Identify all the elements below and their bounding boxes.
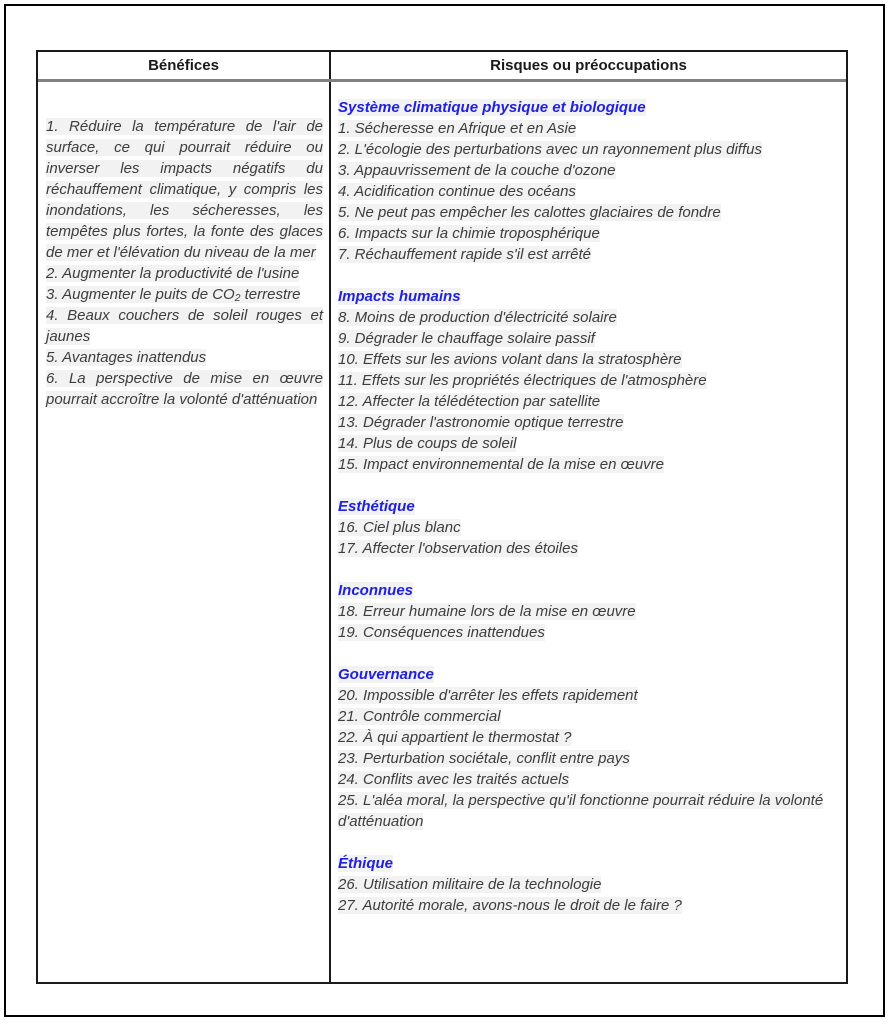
- list-item-text: 25. L'aléa moral, la perspective qu'il fonctionne pourrait réduire la volonté d'atténuation: [338, 792, 824, 830]
- list-item: [338, 538, 838, 559]
- section-title-text: Système climatique physique et biologique: [338, 99, 646, 116]
- list-item: [338, 223, 838, 244]
- table-body-row: [38, 82, 846, 982]
- section-title: [338, 286, 838, 307]
- section-title-text: Esthétique: [338, 498, 415, 515]
- list-item-text: 8. Moins de production d'électricité solaire: [338, 309, 617, 326]
- risk-section: [338, 97, 838, 265]
- list-item-text: 14. Plus de coups de soleil: [338, 435, 517, 452]
- list-item-text: 6. La perspective de mise en œuvre pourrait accroître la volonté d'atténuation: [46, 370, 323, 408]
- risk-section: [338, 286, 838, 475]
- section-title: [338, 496, 838, 517]
- section-items: [338, 601, 838, 643]
- list-item-text: 26. Utilisation militaire de la technologie: [338, 876, 602, 893]
- section-title-text: Inconnues: [338, 582, 414, 599]
- list-item-text: 22. À qui appartient le thermostat ?: [338, 729, 572, 746]
- section-items: [338, 517, 838, 559]
- list-item-text: 17. Affecter l'observation des étoiles: [338, 540, 578, 557]
- section-items: [338, 307, 838, 475]
- list-item-text: 4. Beaux couchers de soleil rouges et jaunes: [46, 307, 323, 345]
- section-title-text: Impacts humains: [338, 288, 461, 305]
- list-item-text: 20. Impossible d'arrêter les effets rapidement: [338, 687, 638, 704]
- risk-section: [338, 853, 838, 916]
- list-item-text: 19. Conséquences inattendues: [338, 624, 545, 641]
- list-item: [338, 517, 838, 538]
- list-item-text: 24. Conflits avec les traités actuels: [338, 771, 569, 788]
- list-item: [338, 139, 838, 160]
- list-item-text: 11. Effets sur les propriétés électriques de l'atmosphère: [338, 372, 707, 389]
- list-item: [338, 391, 838, 412]
- list-item: [338, 454, 838, 475]
- column-header-benefits: Bénéfices: [38, 52, 331, 79]
- list-item-text: 12. Affecter la télédétection par satellite: [338, 393, 601, 410]
- section-title-text: Gouvernance: [338, 666, 434, 683]
- section-title-text: Éthique: [338, 855, 393, 872]
- list-item: [46, 347, 323, 368]
- list-item-text: 15. Impact environnemental de la mise en œuvre: [338, 456, 664, 473]
- list-item: [338, 160, 838, 181]
- list-item: [338, 769, 838, 790]
- list-item: [338, 727, 838, 748]
- list-item: [338, 349, 838, 370]
- table-header-row: [38, 52, 846, 82]
- list-item-text: 3. Augmenter le puits de CO₂ terrestre: [46, 286, 301, 303]
- list-item-text: 1. Sécheresse en Afrique et en Asie: [338, 120, 577, 137]
- risk-sections-list: [338, 97, 838, 916]
- list-item-text: 9. Dégrader le chauffage solaire passif: [338, 330, 595, 347]
- list-item: [46, 368, 323, 410]
- list-item: [46, 284, 323, 305]
- list-item-text: 4. Acidification continue des océans: [338, 183, 576, 200]
- list-item-text: 21. Contrôle commercial: [338, 708, 501, 725]
- list-item-text: 27. Autorité morale, avons-nous le droit de le faire ?: [338, 897, 682, 914]
- risks-cell: [331, 82, 846, 982]
- list-item-text: 16. Ciel plus blanc: [338, 519, 461, 536]
- list-item: [338, 895, 838, 916]
- list-item: [46, 305, 323, 347]
- list-item-text: 2. Augmenter la productivité de l'usine: [46, 265, 300, 282]
- list-item-text: 2. L'écologie des perturbations avec un rayonnement plus diffus: [338, 141, 762, 158]
- benefits-risks-table: [36, 50, 848, 984]
- section-title: [338, 664, 838, 685]
- list-item-text: 6. Impacts sur la chimie troposphérique: [338, 225, 600, 242]
- list-item-text: 5. Avantages inattendus: [46, 349, 207, 366]
- section-title: [338, 853, 838, 874]
- list-item: [338, 202, 838, 223]
- list-item: [46, 263, 323, 284]
- list-item: [338, 748, 838, 769]
- list-item-text: 7. Réchauffement rapide s'il est arrêté: [338, 246, 591, 263]
- list-item-text: 10. Effets sur les avions volant dans la stratosphère: [338, 351, 682, 368]
- list-item: [338, 412, 838, 433]
- list-item: [338, 118, 838, 139]
- section-items: [338, 685, 838, 832]
- list-item: [338, 307, 838, 328]
- list-item-text: 18. Erreur humaine lors de la mise en œuvre: [338, 603, 636, 620]
- list-item-text: 13. Dégrader l'astronomie optique terrestre: [338, 414, 624, 431]
- list-item: [338, 601, 838, 622]
- benefits-list: [46, 116, 323, 410]
- list-item: [338, 622, 838, 643]
- list-item-text: 5. Ne peut pas empêcher les calottes glaciaires de fondre: [338, 204, 721, 221]
- list-item: [338, 370, 838, 391]
- section-title: [338, 580, 838, 601]
- column-header-risks: Risques ou préoccupations: [490, 57, 687, 74]
- list-item: [338, 328, 838, 349]
- section-items: [338, 874, 838, 916]
- list-item: [338, 874, 838, 895]
- risk-section: [338, 580, 838, 643]
- risk-section: [338, 664, 838, 832]
- benefits-cell: [38, 82, 331, 982]
- risk-section: [338, 496, 838, 559]
- list-item: [338, 706, 838, 727]
- section-items: [338, 118, 838, 265]
- list-item: [338, 685, 838, 706]
- list-item: [46, 116, 323, 263]
- list-item-text: 3. Appauvrissement de la couche d'ozone: [338, 162, 616, 179]
- list-item: [338, 181, 838, 202]
- section-title: [338, 97, 838, 118]
- list-item: [338, 433, 838, 454]
- list-item: [338, 244, 838, 265]
- list-item-text: 23. Perturbation sociétale, conflit entre pays: [338, 750, 630, 767]
- list-item-text: 1. Réduire la température de l'air de surface, ce qui pourrait réduire ou inverser les impacts négatifs du réchauffement climatique, y compris les inondations, les sécheresses, les tempêtes plus fortes, la fonte des glaces de mer et l'élévation du niveau de la mer: [46, 118, 323, 261]
- list-item: [338, 790, 838, 832]
